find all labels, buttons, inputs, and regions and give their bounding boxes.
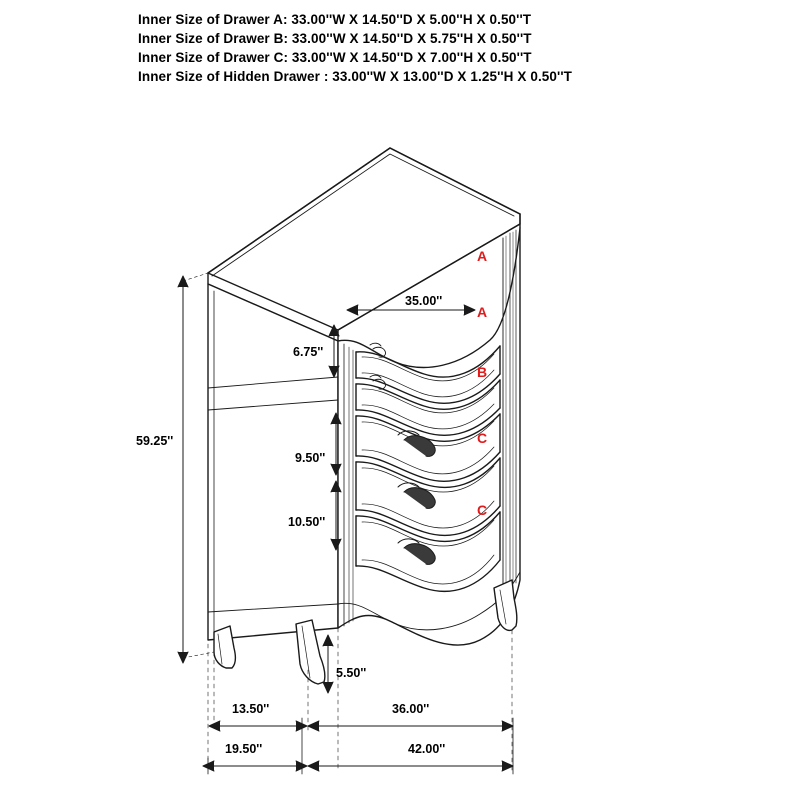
dim-depth-lower: 13.50'' — [232, 702, 270, 716]
spec-line: Inner Size of Hidden Drawer : 33.00''W X 13.00''D X 1.25''H X 0.50''T — [138, 69, 572, 84]
dim-overall-height: 59.25'' — [136, 434, 174, 448]
dim-width-overall: 42.00'' — [408, 742, 446, 756]
spec-line: Inner Size of Drawer C: 33.00''W X 14.50''D X 7.00''H X 0.50''T — [138, 50, 532, 65]
dim-drawer-b-height: 9.50'' — [295, 451, 326, 465]
dim-width-lower: 36.00'' — [392, 702, 430, 716]
spec-line: Inner Size of Drawer A: 33.00''W X 14.50''D X 5.00''H X 0.50''T — [138, 12, 532, 27]
dim-drawer-c-height: 10.50'' — [288, 515, 326, 529]
dim-top-width: 35.00'' — [405, 294, 443, 308]
drawer-letter-c2: C — [477, 502, 488, 518]
dim-leg-height: 5.50'' — [336, 666, 367, 680]
drawer-letter-a2: A — [477, 304, 488, 320]
spec-line: Inner Size of Drawer B: 33.00''W X 14.50''D X 5.75''H X 0.50''T — [138, 31, 532, 46]
drawer-letter-a1: A — [477, 248, 488, 264]
dim-drawer-a-height: 6.75'' — [293, 345, 324, 359]
dim-depth-overall: 19.50'' — [225, 742, 263, 756]
drawer-letter-b: B — [477, 364, 488, 380]
drawer-letter-c1: C — [477, 430, 488, 446]
